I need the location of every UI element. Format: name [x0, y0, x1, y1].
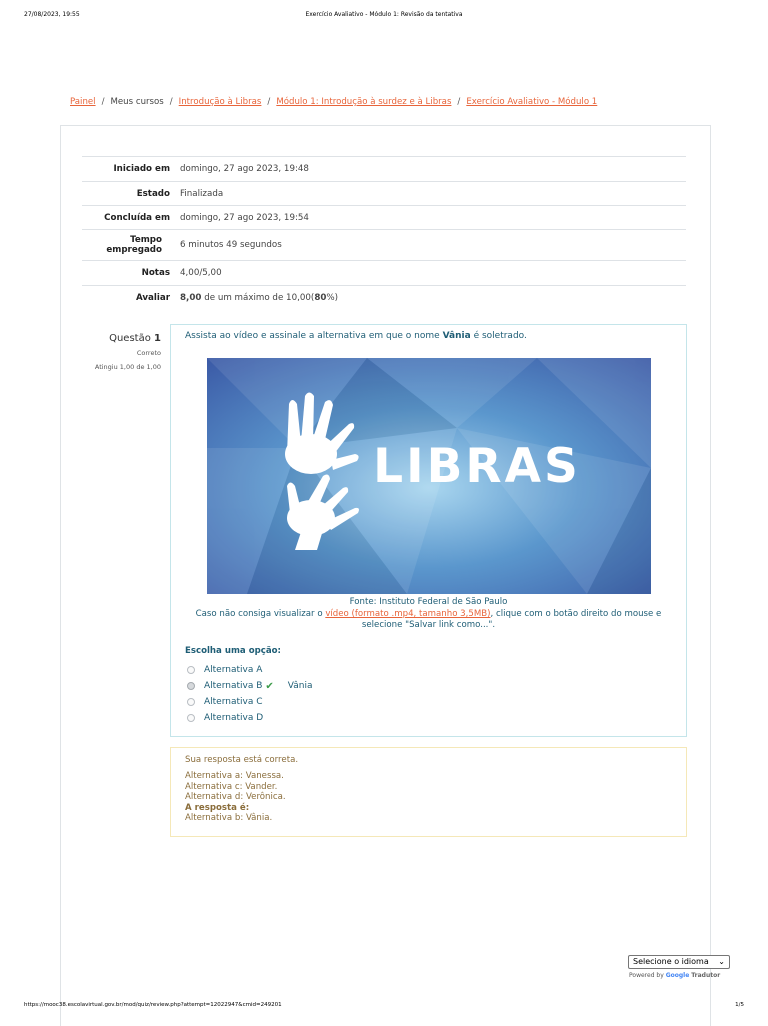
summary-label: Avaliar: [135, 292, 170, 303]
grade-mid: de um máximo de 10,00(: [204, 292, 315, 303]
image-caption: Fonte: Instituto Federal de São Paulo: [349, 597, 508, 607]
summary-row-completed: [82, 206, 686, 230]
print-url: https://mooc38.escolavirtual.gov.br/mod/quiz/review.php?attempt=12022947&cmid=249201: [24, 1002, 282, 1008]
feedback-correct: Sua resposta está correta.: [185, 755, 299, 765]
feedback-box: [170, 747, 687, 837]
summary-value: 6 minutos 49 segundos: [180, 240, 282, 250]
print-footer: [24, 1002, 744, 1008]
question-info: [82, 333, 161, 371]
feedback-line: Alternativa a: Vanessa.: [185, 771, 284, 782]
summary-value: [180, 286, 338, 309]
language-select[interactable]: Selecione o idioma ⌄: [628, 955, 730, 969]
breadcrumb-course[interactable]: Introdução à Libras: [178, 97, 262, 107]
summary-row-time: [82, 230, 686, 261]
libras-word: LIBRAS: [373, 439, 581, 494]
libras-image: [207, 358, 651, 594]
summary-label: Notas: [141, 268, 170, 278]
powered-by-google: Powered by Google Tradutor: [629, 972, 721, 979]
option-label: Alternativa D: [204, 713, 264, 723]
summary-label: Estado: [136, 188, 170, 199]
answer-option-b[interactable]: [187, 678, 312, 694]
breadcrumb: Painel / Meus cursos / Introdução à Libras / Módulo 1: Introdução à surdez e à Libras / Exercício Avaliativo - Módulo 1: [70, 97, 598, 107]
option-label: Alternativa B: [204, 681, 263, 691]
summary-row-started: [82, 157, 686, 182]
summary-value: domingo, 27 ago 2023, 19:54: [180, 212, 309, 223]
breadcrumb-module[interactable]: Módulo 1: Introdução à surdez e à Libras: [276, 97, 452, 107]
question-state: Correto: [136, 349, 161, 357]
option-label: Alternativa C: [204, 697, 263, 707]
radio-icon[interactable]: [187, 698, 195, 706]
answer-option-d[interactable]: [187, 710, 312, 726]
summary-row-state: [82, 182, 686, 206]
summary-label: Concluída em: [104, 212, 170, 223]
attempt-summary-table: [82, 156, 686, 309]
feedback-answer-heading: A resposta é:: [185, 802, 250, 813]
option-response: Vânia: [287, 681, 313, 691]
question-name: Vânia: [442, 331, 471, 341]
question-content: [170, 324, 687, 737]
feedback-answer: Alternativa b: Vânia.: [185, 813, 273, 824]
print-title: Exercício Avaliativo - Módulo 1: Revisão da tentativa: [305, 11, 463, 18]
feedback-line: Alternativa c: Vander.: [185, 781, 278, 792]
radio-icon[interactable]: [187, 714, 195, 722]
print-page: 1/5: [735, 1002, 744, 1008]
radio-icon[interactable]: [187, 666, 195, 674]
answer-options: [187, 662, 312, 726]
print-datetime: 27/08/2023, 19:55: [24, 11, 80, 18]
grade-pct: 80: [314, 292, 327, 303]
answer-prompt: Escolha uma opção:: [185, 646, 281, 656]
breadcrumb-quiz[interactable]: Exercício Avaliativo - Módulo 1: [466, 97, 598, 107]
summary-value: domingo, 27 ago 2023, 19:48: [180, 164, 309, 174]
question-text: Assista ao vídeo e assinale a alternativa em que o nome Vânia é soletrado.: [185, 331, 527, 341]
summary-row-grade: [82, 286, 686, 309]
correct-check-icon: ✔: [265, 680, 274, 692]
feedback-line: Alternativa d: Verônica.: [185, 792, 286, 803]
option-label: Alternativa A: [204, 665, 263, 675]
google-logo: Google: [665, 972, 690, 979]
summary-label: Iniciado em: [113, 164, 170, 174]
question-number: Questão 1: [109, 333, 161, 344]
breadcrumb-meus-cursos: Meus cursos: [110, 97, 164, 107]
video-link[interactable]: vídeo (formato .mp4, tamanho 3,5MB): [325, 609, 491, 619]
chevron-down-icon: ⌄: [718, 957, 725, 966]
libras-banner-graphic: [207, 358, 651, 594]
breadcrumb-painel[interactable]: Painel: [70, 97, 96, 107]
answer-option-a[interactable]: [187, 662, 312, 678]
grade-strong: 8,00: [180, 292, 202, 303]
video-hint: Caso não consiga visualizar o vídeo (formato .mp4, tamanho 3,5MB), clique com o botão direito do mouse e selecione "Salvar link como...".: [195, 609, 662, 630]
summary-value: Finalizada: [180, 188, 224, 199]
summary-row-marks: [82, 261, 686, 286]
question-mark: Atingiu 1,00 de 1,00: [94, 363, 161, 371]
answer-option-c[interactable]: [187, 694, 312, 710]
radio-selected-icon[interactable]: [187, 682, 195, 690]
summary-value: 4,00/5,00: [180, 268, 222, 278]
summary-label: Tempo empregado: [106, 235, 162, 255]
grade-end: %): [326, 292, 339, 303]
